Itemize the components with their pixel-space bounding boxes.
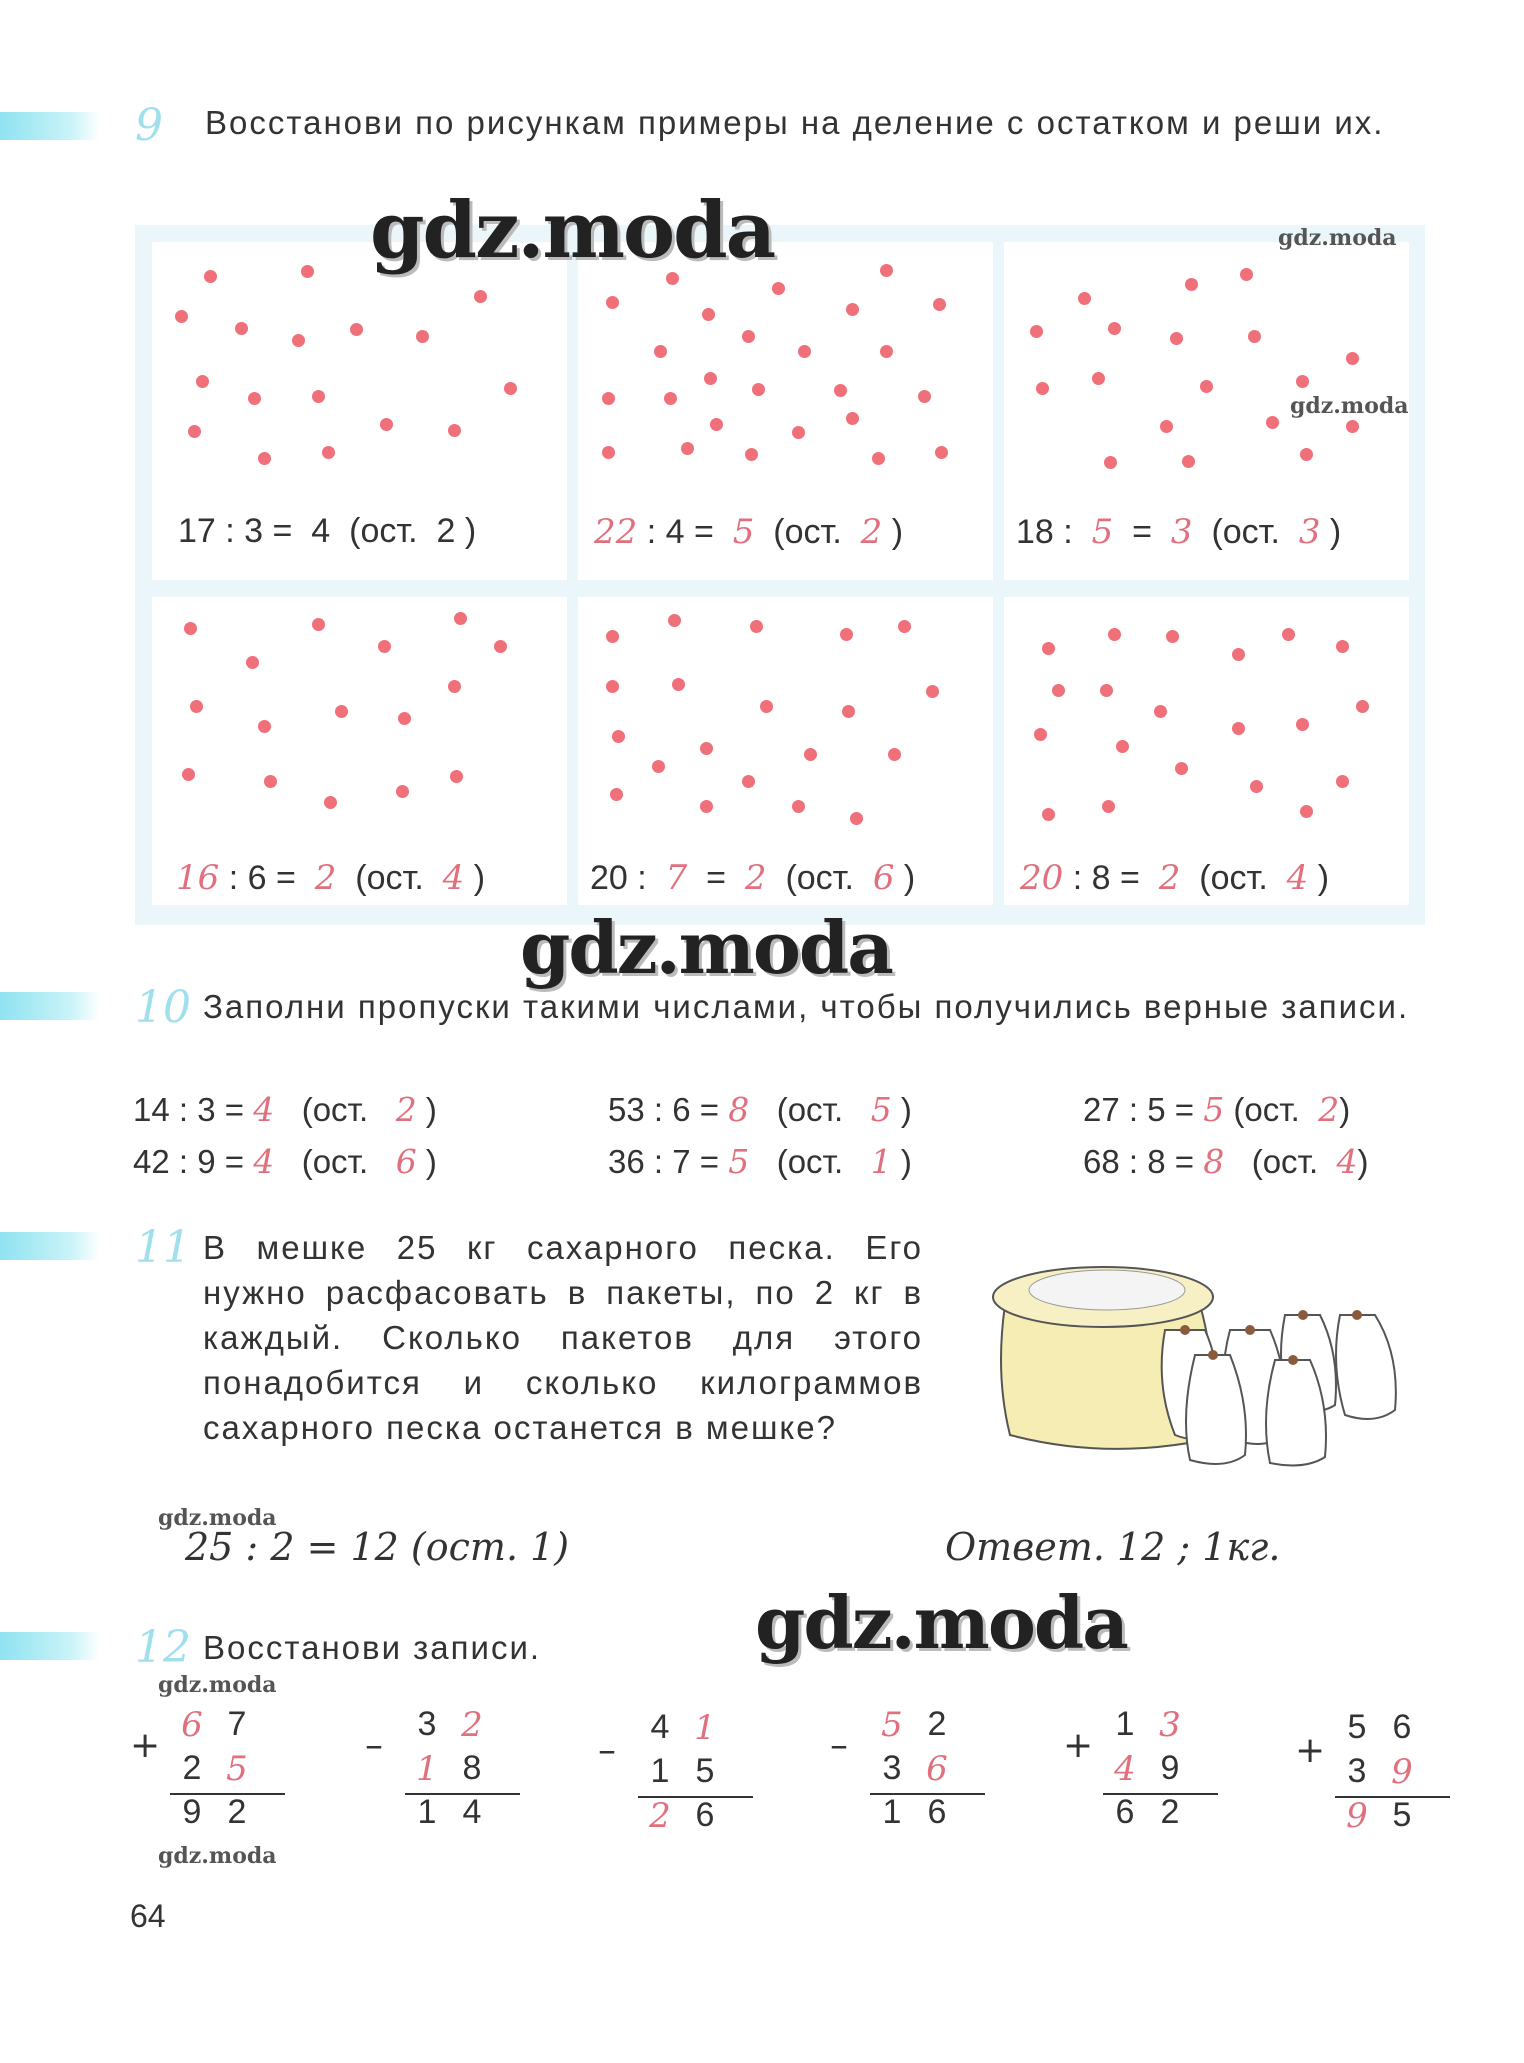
dot <box>1160 420 1173 433</box>
task-9-text: Восстанови по рисункам примеры на деление с остатком и реши их. <box>205 104 1385 141</box>
dot <box>1030 325 1043 338</box>
dot <box>1282 628 1295 641</box>
dot <box>474 290 487 303</box>
dot <box>933 298 946 311</box>
dot <box>1250 780 1263 793</box>
dot <box>188 425 201 438</box>
dot <box>935 446 948 459</box>
dot <box>1052 684 1065 697</box>
column-6: 5 6 3 9 9 5 <box>1315 1708 1445 1840</box>
dot <box>258 720 271 733</box>
dot <box>1356 700 1369 713</box>
dot <box>1108 322 1121 335</box>
dot <box>335 705 348 718</box>
dot <box>1116 740 1129 753</box>
dot <box>1034 728 1047 741</box>
equation-9-5: 20 : 7 = 2 (ост. 6 ) <box>590 858 916 898</box>
task-11-number: 11 <box>135 1222 191 1273</box>
dot <box>612 730 625 743</box>
task-11-solution: 25 : 2 = 12 (ост. 1) <box>185 1525 570 1569</box>
sugar-sack-illustration <box>985 1235 1425 1470</box>
dot <box>494 640 507 653</box>
task-10-number: 10 <box>135 982 191 1033</box>
dot <box>175 310 188 323</box>
dot <box>448 424 461 437</box>
task-12-tab <box>0 1632 100 1660</box>
operation-sign: – <box>365 1725 383 1766</box>
page-number: 64 <box>130 1898 166 1934</box>
task-12-text: Восстанови записи. <box>203 1629 542 1666</box>
dot <box>182 768 195 781</box>
dot <box>750 620 763 633</box>
operation-sign: – <box>830 1725 848 1766</box>
dot <box>1175 762 1188 775</box>
dot <box>1092 372 1105 385</box>
watermark-small: gdz.moda <box>158 1843 277 1869</box>
dot <box>606 630 619 643</box>
dot <box>1232 722 1245 735</box>
watermark: gdz.moda <box>370 185 775 276</box>
dot <box>416 330 429 343</box>
dot <box>668 614 681 627</box>
dot <box>610 788 623 801</box>
dot <box>312 618 325 631</box>
dot <box>190 700 203 713</box>
dot <box>246 656 259 669</box>
dot <box>1036 382 1049 395</box>
dot <box>454 612 467 625</box>
dot <box>1042 808 1055 821</box>
dot <box>1296 718 1309 731</box>
dot <box>1346 420 1359 433</box>
dot <box>504 382 517 395</box>
dot <box>681 442 694 455</box>
equation-9-4: 16 : 6 = 2 (ост. 4 ) <box>176 858 486 898</box>
task-10-text: Заполни пропуски такими числами, чтобы получились верные записи. <box>203 988 1410 1025</box>
dot <box>1336 640 1349 653</box>
dot <box>1170 332 1183 345</box>
dot <box>204 270 217 283</box>
dot <box>312 390 325 403</box>
dot <box>1346 352 1359 365</box>
watermark: gdz.moda <box>520 905 892 990</box>
dot <box>664 392 677 405</box>
dot <box>742 775 755 788</box>
dot <box>804 748 817 761</box>
operation-sign: + <box>130 1725 161 1766</box>
dot <box>292 334 305 347</box>
dot <box>704 372 717 385</box>
task-10-tab <box>0 992 100 1020</box>
dot <box>654 345 667 358</box>
operation-sign: – <box>598 1730 616 1771</box>
dot <box>700 800 713 813</box>
dot <box>602 392 615 405</box>
dot <box>1100 684 1113 697</box>
dot <box>742 330 755 343</box>
dot <box>772 282 785 295</box>
dot <box>1042 642 1055 655</box>
dot <box>1300 805 1313 818</box>
dot <box>846 412 859 425</box>
dot <box>760 700 773 713</box>
dot <box>672 678 685 691</box>
dot <box>235 322 248 335</box>
equation-9-1: 17 : 3 = 4 (ост. 2 ) <box>178 512 477 550</box>
dot <box>842 705 855 718</box>
dot <box>1240 268 1253 281</box>
dot <box>196 375 209 388</box>
watermark-small: gdz.moda <box>158 1505 277 1531</box>
example-10-3: 27 : 5 = 5 (ост. 2) <box>1083 1090 1351 1129</box>
dot <box>710 418 723 431</box>
dot <box>792 426 805 439</box>
dot <box>258 452 271 465</box>
dot <box>1154 705 1167 718</box>
column-2: 3 2 1 8 1 4 <box>385 1705 515 1837</box>
dot <box>248 392 261 405</box>
dot <box>1185 278 1198 291</box>
task-11-text: В мешке 25 кг сахарного песка. Его нужно расфасовать в пакеты, по 2 кг в каждый. Сколько пакетов для этого понадобится и сколько килограммов сахарного песка останется в мешке? <box>203 1229 923 1446</box>
dot <box>652 760 665 773</box>
watermark-small: gdz.moda <box>158 1672 277 1698</box>
dot <box>1166 630 1179 643</box>
dot <box>834 384 847 397</box>
dot <box>606 296 619 309</box>
dot <box>184 622 197 635</box>
dot <box>1078 292 1091 305</box>
column-5: 1 3 4 9 6 2 <box>1083 1705 1213 1837</box>
dot <box>888 748 901 761</box>
task-11-answer: Ответ. 12 ; 1кг. <box>945 1525 1281 1569</box>
dot <box>840 628 853 641</box>
dot <box>448 680 461 693</box>
task-9-tab <box>0 112 100 140</box>
example-10-1: 14 : 3 = 4 (ост. 2 ) <box>133 1090 437 1129</box>
dot <box>1232 648 1245 661</box>
example-10-6: 68 : 8 = 8 (ост. 4) <box>1083 1142 1369 1181</box>
watermark: gdz.moda <box>755 1580 1127 1665</box>
task-12-number: 12 <box>135 1622 191 1673</box>
watermark-small: gdz.moda <box>1290 393 1409 419</box>
dot <box>450 770 463 783</box>
dot <box>1300 448 1313 461</box>
dot <box>792 800 805 813</box>
dot <box>880 264 893 277</box>
dot <box>846 303 859 316</box>
dot <box>606 680 619 693</box>
dot <box>380 418 393 431</box>
dot <box>1182 455 1195 468</box>
dot <box>872 452 885 465</box>
task-9-number: 9 <box>135 100 163 151</box>
dot <box>880 345 893 358</box>
dot <box>898 620 911 633</box>
dot <box>264 775 277 788</box>
dot <box>350 323 363 336</box>
dot <box>1104 456 1117 469</box>
dot <box>301 265 314 278</box>
operation-sign: + <box>1295 1730 1326 1771</box>
equation-9-3: 18 : 5 = 3 (ост. 3 ) <box>1016 512 1342 552</box>
dot <box>1200 380 1213 393</box>
equation-9-2: 22 : 4 = 5 (ост. 2 ) <box>594 512 904 552</box>
dot <box>850 812 863 825</box>
dot <box>1102 800 1115 813</box>
dot <box>918 390 931 403</box>
dot <box>1108 628 1121 641</box>
dot <box>745 448 758 461</box>
dot <box>398 712 411 725</box>
dot <box>1266 416 1279 429</box>
dot <box>602 446 615 459</box>
column-1: 6 7 2 5 9 2 <box>150 1705 280 1837</box>
example-10-2: 53 : 6 = 8 (ост. 5 ) <box>608 1090 912 1129</box>
dot <box>926 685 939 698</box>
dot <box>324 796 337 809</box>
column-4: 5 2 3 6 1 6 <box>850 1705 980 1837</box>
dot <box>1336 775 1349 788</box>
dot <box>322 446 335 459</box>
dot <box>702 308 715 321</box>
dot <box>1248 330 1261 343</box>
dot <box>700 742 713 755</box>
task-11-tab <box>0 1232 100 1260</box>
example-10-5: 36 : 7 = 5 (ост. 1 ) <box>608 1142 912 1181</box>
example-10-4: 42 : 9 = 4 (ост. 6 ) <box>133 1142 437 1181</box>
dot <box>798 345 811 358</box>
dot <box>396 785 409 798</box>
watermark-small: gdz.moda <box>1278 225 1397 251</box>
dot <box>1296 375 1309 388</box>
dot <box>378 640 391 653</box>
dot <box>752 383 765 396</box>
operation-sign: + <box>1063 1725 1094 1766</box>
column-3: 4 1 1 5 2 6 <box>618 1708 748 1840</box>
equation-9-6: 20 : 8 = 2 (ост. 4 ) <box>1020 858 1330 898</box>
